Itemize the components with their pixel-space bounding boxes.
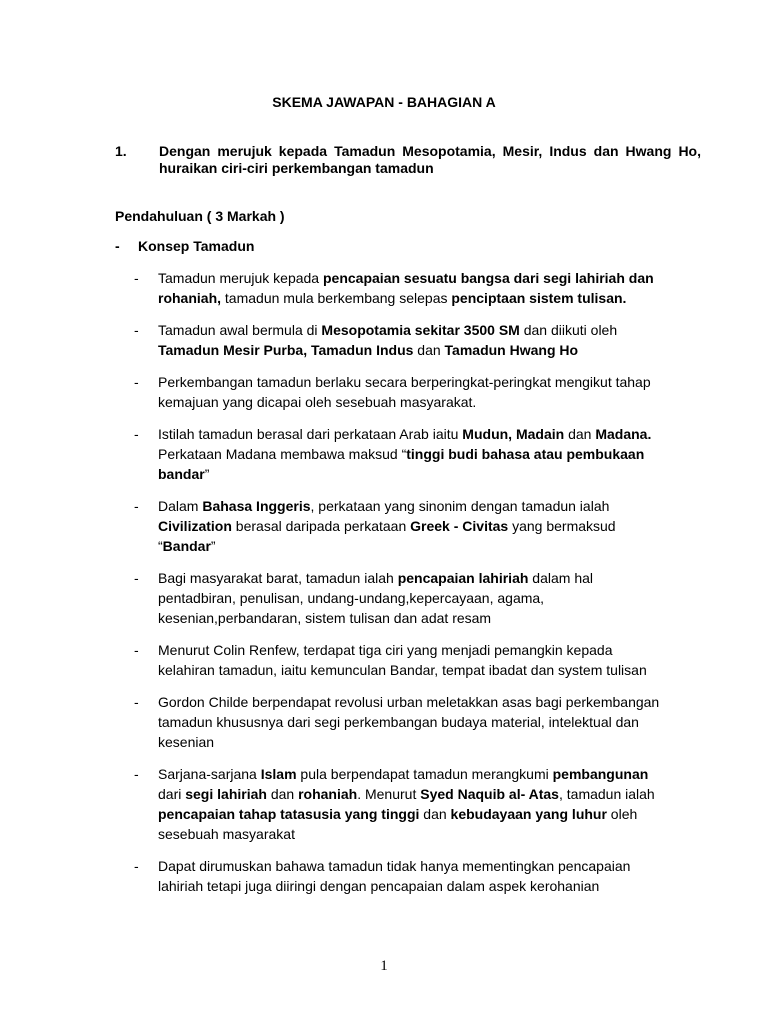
question-block <box>115 143 701 177</box>
text-run: Istilah tamadun berasal dari perkataan Arab iaitu <box>158 426 463 442</box>
text-run: dari <box>158 786 186 802</box>
text-run: Tamadun awal bermula di <box>158 322 322 338</box>
question-number: 1. <box>115 143 127 159</box>
bold-text: Bahasa Inggeris <box>202 498 311 514</box>
bold-text: pencapaian tahap tatasusia yang tinggi <box>158 806 420 822</box>
text-run: yang bermaksud “ <box>158 518 616 554</box>
bullet-marker: - <box>134 766 139 782</box>
bullet-item <box>134 424 664 484</box>
text-run: Dalam <box>158 498 203 514</box>
text-run: Sarjana-sarjana <box>158 766 261 782</box>
bullet-item <box>134 372 664 412</box>
text-run: , tamadun ialah <box>558 786 655 802</box>
bullet-marker: - <box>134 374 139 390</box>
section-heading: Pendahuluan ( 3 Markah ) <box>115 208 285 224</box>
bold-text: pembangunan <box>552 766 649 782</box>
text-run: Menurut Colin Renfew, terdapat tiga ciri yang menjadi pemangkin kepada kelahiran tamadun, iaitu kemunculan Bandar, tempat ibadat dan system tulisan <box>158 642 647 678</box>
text-run: Gordon Childe berpendapat revolusi urban meletakkan asas bagi perkembangan tamadun khususnya dari segi perkembangan budaya material, intelektual dan kesenian <box>158 694 660 750</box>
text-run: Perkataan Madana membawa maksud “ <box>158 446 407 462</box>
bold-text: Tamadun Mesir Purba, Tamadun Indus <box>158 342 414 358</box>
subsection-label: Konsep Tamadun <box>138 238 255 254</box>
text-run: berasal daripada perkataan <box>231 518 411 534</box>
bold-text: rohaniah <box>298 786 358 802</box>
bullet-item <box>134 568 664 628</box>
text-run: dan <box>266 786 299 802</box>
bold-text: pencapaian sesuatu bangsa dari segi lahiriah dan rohaniah, <box>158 270 654 306</box>
bullet-text <box>158 424 664 484</box>
bold-text: Madana. <box>595 426 652 442</box>
bullet-text <box>158 856 664 896</box>
text-run: ” <box>210 538 216 554</box>
text-run: tamadun mula berkembang selepas <box>221 290 452 306</box>
bullet-marker: - <box>134 858 139 874</box>
text-run: pula berpendapat tamadun merangkumi <box>296 766 553 782</box>
bullet-text <box>158 568 664 628</box>
bullet-marker: - <box>134 270 139 286</box>
text-run: dan <box>419 806 451 822</box>
bold-text: Bandar <box>162 538 211 554</box>
bullet-marker: - <box>134 498 139 514</box>
bold-text: Syed Naquib al- Atas <box>420 786 559 802</box>
bullet-text <box>158 496 664 556</box>
bold-text: Mesopotamia sekitar 3500 SM <box>321 322 520 338</box>
document-title: SKEMA JAWAPAN - BAHAGIAN A <box>272 94 496 110</box>
bold-text: tinggi budi bahasa atau pembukaan bandar <box>158 446 645 482</box>
bold-text: pencapaian lahiriah <box>397 570 529 586</box>
bullet-marker: - <box>134 694 139 710</box>
bullet-text <box>158 640 664 680</box>
text-run: dan <box>413 342 445 358</box>
bullet-marker: - <box>134 570 139 586</box>
page-number: 1 <box>380 958 388 974</box>
text-run: . Menurut <box>357 786 421 802</box>
text-run: Perkembangan tamadun berlaku secara berperingkat-peringkat mengikut tahap kemajuan yang dicapai oleh sesebuah masyarakat. <box>158 374 651 410</box>
bullet-item <box>134 496 664 556</box>
bold-text: Greek - Civitas <box>410 518 509 534</box>
text-run: , perkataan yang sinonim dengan tamadun ialah <box>310 498 610 514</box>
bold-text: segi lahiriah <box>185 786 267 802</box>
bold-text: Mudun, Madain <box>462 426 565 442</box>
bullet-text <box>158 692 664 752</box>
bullet-marker: - <box>134 642 139 658</box>
bold-text: kebudayaan yang luhur <box>450 806 607 822</box>
bold-text: Civilization <box>158 518 232 534</box>
subsection-marker: - <box>115 238 120 254</box>
bold-text: penciptaan sistem tulisan. <box>451 290 627 306</box>
text-run: Bagi masyarakat barat, tamadun ialah <box>158 570 398 586</box>
question-text: Dengan merujuk kepada Tamadun Mesopotamia, Mesir, Indus dan Hwang Ho, huraikan ciri-ciri perkembangan tamadun <box>159 143 701 176</box>
text-run: Dapat dirumuskan bahawa tamadun tidak hanya mementingkan pencapaian lahiriah tetapi juga diiringi dengan pencapaian dalam aspek kerohanian <box>158 858 631 894</box>
bullet-item <box>134 856 664 896</box>
text-run: ” <box>204 466 210 482</box>
bullet-item <box>134 320 664 360</box>
bold-text: Islam <box>260 766 297 782</box>
bullet-text <box>158 320 664 360</box>
bullet-marker: - <box>134 426 139 442</box>
text-run: dalam hal pentadbiran, penulisan, undang-undang,kepercayaan, agama, kesenian,perbandaran, sistem tulisan dan adat resam <box>158 570 594 626</box>
bullet-text <box>158 268 664 308</box>
bold-text: Tamadun Hwang Ho <box>444 342 579 358</box>
bullet-list <box>134 268 664 908</box>
text-run: oleh sesebuah masyarakat <box>158 806 638 842</box>
bullet-text <box>158 764 664 844</box>
text-run: Tamadun merujuk kepada <box>158 270 323 286</box>
subsection-heading <box>115 237 254 255</box>
bullet-marker: - <box>134 322 139 338</box>
bullet-item <box>134 640 664 680</box>
bullet-item <box>134 692 664 752</box>
bullet-item <box>134 764 664 844</box>
bullet-text <box>158 372 664 412</box>
text-run: dan diikuti oleh <box>519 322 618 338</box>
text-run: dan <box>564 426 596 442</box>
bullet-item <box>134 268 664 308</box>
